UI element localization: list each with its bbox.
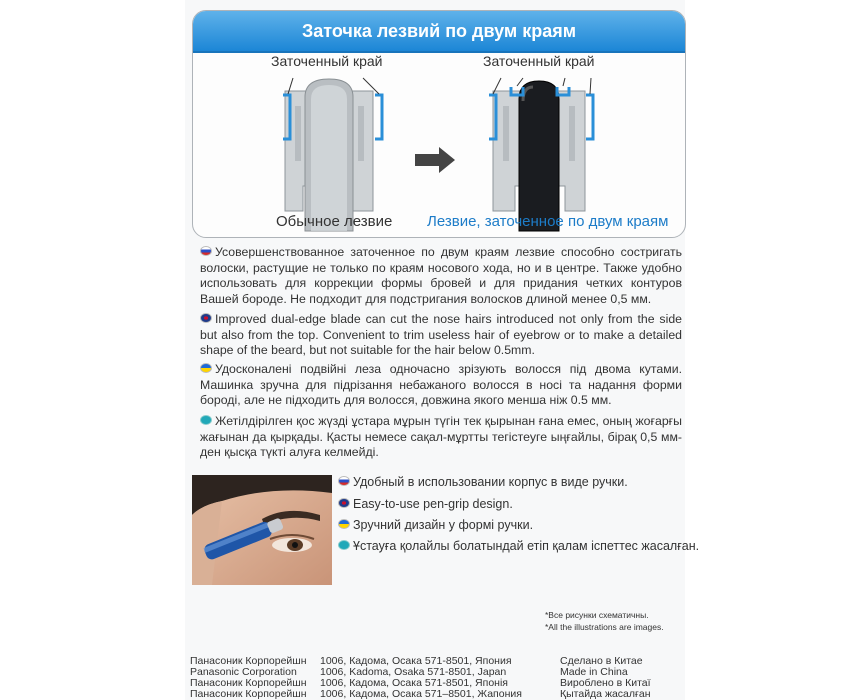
footer-address-ru: 1006, Кадома, Осака 571-8501, Япония: [320, 655, 512, 667]
footer-origin-ua: Вироблено в Китаї: [560, 677, 651, 689]
footer-origin-ru: Сделано в Китае: [560, 655, 643, 667]
footer-address-en: 1006, Kadoma, Osaka 571-8501, Japan: [320, 666, 507, 678]
russian-flag-icon: [200, 246, 212, 256]
paragraph-ru: [200, 245, 682, 307]
russian-flag-icon: [338, 476, 350, 486]
left-sharpened-edge-label: Заточенный край: [271, 53, 383, 69]
feature-ru-text: Удобный в использовании корпус в виде ручки.: [353, 475, 628, 489]
footer-origin-kz: Қытайда жасалған: [560, 688, 651, 700]
footer-address-ua: 1006, Кадома, Осака 571-8501, Японія: [320, 677, 508, 689]
uk-flag-icon: [200, 313, 212, 323]
ukraine-flag-icon: [200, 363, 212, 373]
footer-origin-en: Made in China: [560, 666, 628, 678]
note-en: *All the illustrations are images.: [545, 622, 664, 632]
paragraph-ua: [200, 362, 682, 409]
paragraph-kz: [200, 414, 682, 461]
uk-flag-icon: [338, 498, 350, 508]
paragraph-kz-text: Жетілдірілген қос жүзді ұстара мұрын түгін тек қырынан ғана емес, оның жоғарғы жағынан да қырқады. Қасты немесе сақал-мұртты тегістеуге ыңғайлы, бірақ 0,5 мм-ден қысқа түкті алуға келмейді.: [200, 414, 682, 459]
paragraph-en: [200, 312, 682, 359]
blade-diagram-panel: [192, 10, 686, 238]
footer-company-en: Panasonic Corporation: [190, 666, 297, 678]
paragraph-ru-text: Усовершенствованное заточенное по двум краям лезвие способно состригать волоски, растущие не только по краям носового хода, но и в центре. Также удобно использовать для коррекции формы бровей и для придания четких контуров Вашей бороде. Не подходит для подстригания волосков длиной менее 0,5 мм.: [200, 245, 682, 306]
note-ru: *Все рисунки схематичны.: [545, 610, 649, 620]
banner-title: Заточка лезвий по двум краям: [193, 11, 685, 53]
dual-edge-blade-caption: Лезвие, заточенное по двум краям: [427, 213, 669, 230]
paragraph-ua-text: Удосконалені подвійні леза одночасно зрізують волосся під двома кутами. Машинка зручна для підрізання небажаного волосся в носі та надання форми бороді, але не підходить для волосся, довжина якого менша ніж 0.5 мм.: [200, 362, 682, 407]
kazakhstan-flag-icon: [200, 415, 212, 425]
footer-company-ru: Панасоник Корпорейшн: [190, 655, 307, 667]
feature-ua: [338, 518, 533, 532]
feature-en: [338, 497, 513, 511]
normal-blade-caption: Обычное лезвие: [276, 213, 393, 230]
right-sharpened-edge-label: Заточенный край: [483, 53, 595, 69]
feature-kz: [338, 539, 699, 553]
normal-blade-illustration: [283, 78, 382, 231]
kazakhstan-flag-icon: [338, 540, 350, 550]
feature-ua-text: Зручний дизайн у формі ручки.: [353, 518, 534, 532]
footer-company-kz: Панасоник Корпорейшн: [190, 688, 307, 700]
ukraine-flag-icon: [338, 519, 350, 529]
feature-en-text: Easy-to-use pen-grip design.: [353, 497, 513, 511]
arrow-right-icon: [415, 147, 455, 173]
blade-comparison-illustration: [193, 51, 685, 237]
feature-kz-text: Ұстауға қолайлы болатындай етіп қалам іспеттес жасалған.: [353, 539, 700, 553]
footer-address-kz: 1006, Кадома, Осака 571–8501, Жапония: [320, 688, 522, 700]
dual-edge-blade-illustration: [489, 78, 593, 231]
feature-ru: [338, 475, 628, 489]
trimming-eyebrow-photo: [192, 475, 332, 585]
paragraph-en-text: Improved dual-edge blade can cut the nose hairs introduced not only from the side but also from the top. Convenient to trim useless hair of eyebrow or to make a detailed shape of the beard, but not suitable for the hair below 0.5mm.: [200, 312, 682, 357]
footer-company-ua: Панасоник Корпорейшн: [190, 677, 307, 689]
